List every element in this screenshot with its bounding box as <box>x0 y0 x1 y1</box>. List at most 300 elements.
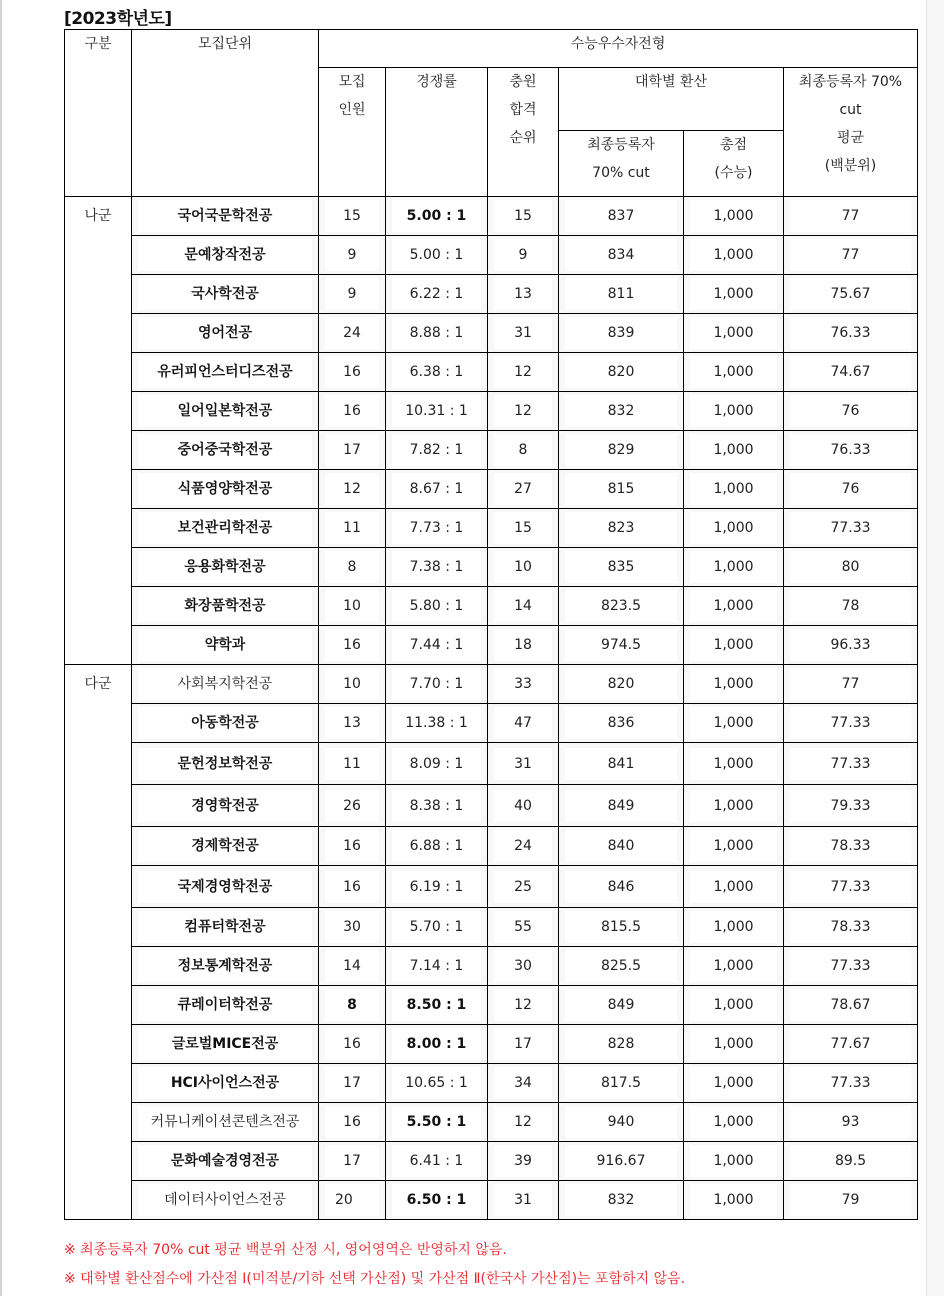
unit-name-cell <box>132 665 319 704</box>
additional-rank-cell-text: 27 <box>494 473 552 505</box>
unit-name-cell <box>132 587 319 626</box>
avg-percentile-cell <box>784 314 918 353</box>
total-score-cell <box>684 392 784 431</box>
additional-rank-cell <box>488 1025 559 1064</box>
avg-percentile-cell <box>784 509 918 548</box>
recruit-count-cell-text: 8 <box>325 989 379 1021</box>
unit-name-cell-text: 보건관리학전공 <box>138 512 312 544</box>
additional-rank-cell <box>488 587 559 626</box>
competition-ratio-cell-text: 6.22 : 1 <box>392 278 481 310</box>
table-row <box>65 1103 918 1142</box>
cut70-score-cell <box>559 1025 684 1064</box>
unit-name-cell-text: 경영학전공 <box>138 790 312 822</box>
cut70-score-cell-text: 820 <box>565 668 677 700</box>
additional-rank-cell-text: 31 <box>494 317 552 349</box>
header-track: 수능우수자전형 <box>319 30 918 68</box>
competition-ratio-cell <box>386 908 488 947</box>
avg-percentile-cell-text: 77.67 <box>790 1028 911 1060</box>
window-left-edge <box>0 0 2 1296</box>
competition-ratio-cell-text: 7.70 : 1 <box>392 668 481 700</box>
recruit-count-cell-text: 10 <box>325 590 379 622</box>
avg-percentile-cell-text: 96.33 <box>790 629 911 661</box>
unit-name-cell <box>132 431 319 470</box>
competition-ratio-cell-text: 8.09 : 1 <box>392 748 481 780</box>
competition-ratio-cell-text: 6.19 : 1 <box>392 871 481 903</box>
recruit-count-cell-text: 16 <box>325 1028 379 1060</box>
total-score-cell-text: 1,000 <box>690 239 777 271</box>
recruit-count-cell-text: 16 <box>325 1106 379 1138</box>
recruit-count-cell-text: 24 <box>325 317 379 349</box>
header-extra: 충원 합격 순위 <box>488 68 559 197</box>
recruit-count-cell <box>319 1181 386 1220</box>
recruit-count-cell <box>319 509 386 548</box>
unit-name-cell-text: 국사학전공 <box>138 278 312 310</box>
recruit-count-cell <box>319 587 386 626</box>
cut70-score-cell <box>559 392 684 431</box>
cut70-score-cell <box>559 1064 684 1103</box>
total-score-cell <box>684 1142 784 1181</box>
cut70-score-cell <box>559 431 684 470</box>
unit-name-cell <box>132 866 319 908</box>
unit-name-cell <box>132 1103 319 1142</box>
recruit-count-cell-text: 17 <box>325 1067 379 1099</box>
table-row <box>65 908 918 947</box>
additional-rank-cell-text: 15 <box>494 512 552 544</box>
unit-name-cell <box>132 353 319 392</box>
group-label: 다군 <box>65 665 132 1220</box>
avg-percentile-cell-text: 77.33 <box>790 871 911 903</box>
competition-ratio-cell-text: 8.00 : 1 <box>392 1028 481 1060</box>
cut70-score-cell-text: 839 <box>565 317 677 349</box>
unit-name-cell-text: 중어중국학전공 <box>138 434 312 466</box>
additional-rank-cell <box>488 1103 559 1142</box>
unit-name-cell <box>132 1142 319 1181</box>
admission-results-table <box>64 29 918 1220</box>
unit-name-cell-text: 국제경영학전공 <box>138 871 312 903</box>
additional-rank-cell-text: 12 <box>494 989 552 1021</box>
avg-percentile-cell <box>784 866 918 908</box>
competition-ratio-cell-text: 10.31 : 1 <box>392 395 481 427</box>
recruit-count-cell-text: 20 <box>325 1184 379 1216</box>
recruit-count-cell-text: 16 <box>325 830 379 862</box>
total-score-cell-text: 1,000 <box>690 395 777 427</box>
competition-ratio-cell-text: 5.80 : 1 <box>392 590 481 622</box>
avg-percentile-cell-text: 78.33 <box>790 911 911 943</box>
additional-rank-cell <box>488 785 559 827</box>
recruit-count-cell <box>319 986 386 1025</box>
unit-name-cell-text: 큐레이터학전공 <box>138 989 312 1021</box>
competition-ratio-cell-text: 10.65 : 1 <box>392 1067 481 1099</box>
total-score-cell-text: 1,000 <box>690 317 777 349</box>
cut70-score-cell <box>559 1103 684 1142</box>
table-row <box>65 743 918 785</box>
total-score-cell <box>684 353 784 392</box>
avg-percentile-cell <box>784 587 918 626</box>
competition-ratio-cell-text: 8.67 : 1 <box>392 473 481 505</box>
unit-name-cell-text: 문헌정보학전공 <box>138 748 312 780</box>
cut70-score-cell-text: 811 <box>565 278 677 310</box>
cut70-score-cell-text: 846 <box>565 871 677 903</box>
competition-ratio-cell-text: 6.50 : 1 <box>392 1184 481 1216</box>
recruit-count-cell <box>319 827 386 866</box>
footnote-english: ※ 최종등록자 70% cut 평균 백분위 산정 시, 영어영역은 반영하지 않음. <box>64 1242 507 1258</box>
recruit-count-cell-text: 16 <box>325 356 379 388</box>
table-row <box>65 947 918 986</box>
cut70-score-cell <box>559 509 684 548</box>
table-row <box>65 587 918 626</box>
additional-rank-cell-text: 10 <box>494 551 552 583</box>
additional-rank-cell <box>488 392 559 431</box>
additional-rank-cell-text: 34 <box>494 1067 552 1099</box>
competition-ratio-cell <box>386 1064 488 1103</box>
table-row <box>65 1064 918 1103</box>
unit-name-cell <box>132 548 319 587</box>
total-score-cell-text: 1,000 <box>690 473 777 505</box>
avg-percentile-cell <box>784 947 918 986</box>
unit-name-cell-text: 문화예술경영전공 <box>138 1145 312 1177</box>
cut70-score-cell-text: 823 <box>565 512 677 544</box>
total-score-cell-text: 1,000 <box>690 434 777 466</box>
cut70-score-cell <box>559 587 684 626</box>
total-score-cell-text: 1,000 <box>690 512 777 544</box>
cut70-score-cell <box>559 827 684 866</box>
unit-name-cell-text: 데이터사이언스전공 <box>138 1184 312 1216</box>
avg-percentile-cell-text: 80 <box>790 551 911 583</box>
recruit-count-cell <box>319 1103 386 1142</box>
additional-rank-cell <box>488 704 559 743</box>
cut70-score-cell <box>559 986 684 1025</box>
competition-ratio-cell <box>386 665 488 704</box>
additional-rank-cell-text: 18 <box>494 629 552 661</box>
competition-ratio-cell <box>386 743 488 785</box>
competition-ratio-cell-text: 5.00 : 1 <box>392 200 481 232</box>
avg-percentile-cell-text: 77 <box>790 239 911 271</box>
unit-name-cell-text: 응용화학전공 <box>138 551 312 583</box>
unit-name-cell <box>132 743 319 785</box>
cut70-score-cell <box>559 743 684 785</box>
unit-name-cell <box>132 1025 319 1064</box>
total-score-cell <box>684 314 784 353</box>
table-row <box>65 392 918 431</box>
cut70-score-cell <box>559 1181 684 1220</box>
header-unit: 모집단위 <box>132 30 319 197</box>
recruit-count-cell-text: 11 <box>325 748 379 780</box>
total-score-cell-text: 1,000 <box>690 1067 777 1099</box>
additional-rank-cell-text: 24 <box>494 830 552 862</box>
avg-percentile-cell-text: 74.67 <box>790 356 911 388</box>
cut70-score-cell-text: 823.5 <box>565 590 677 622</box>
recruit-count-cell <box>319 665 386 704</box>
recruit-count-cell <box>319 908 386 947</box>
total-score-cell-text: 1,000 <box>690 590 777 622</box>
competition-ratio-cell <box>386 275 488 314</box>
competition-ratio-cell <box>386 947 488 986</box>
total-score-cell-text: 1,000 <box>690 871 777 903</box>
header-converted: 대학별 환산 <box>559 68 784 131</box>
avg-percentile-cell <box>784 743 918 785</box>
group-label: 나군 <box>65 197 132 665</box>
avg-percentile-cell <box>784 275 918 314</box>
unit-name-cell <box>132 626 319 665</box>
table-row <box>65 986 918 1025</box>
avg-percentile-cell-text: 75.67 <box>790 278 911 310</box>
unit-name-cell-text: 정보통계학전공 <box>138 950 312 982</box>
total-score-cell <box>684 1181 784 1220</box>
recruit-count-cell-text: 11 <box>325 512 379 544</box>
avg-percentile-cell <box>784 1142 918 1181</box>
cut70-score-cell <box>559 626 684 665</box>
cut70-score-cell <box>559 1142 684 1181</box>
cut70-score-cell-text: 940 <box>565 1106 677 1138</box>
competition-ratio-cell-text: 5.00 : 1 <box>392 239 481 271</box>
total-score-cell-text: 1,000 <box>690 748 777 780</box>
additional-rank-cell-text: 39 <box>494 1145 552 1177</box>
recruit-count-cell <box>319 1025 386 1064</box>
total-score-cell <box>684 548 784 587</box>
footnote-bonus: ※ 대학별 환산점수에 가산점 Ⅰ(미적분/기하 선택 가산점) 및 가산점 Ⅱ(한국사 가산점)는 포함하지 않음. <box>64 1271 686 1287</box>
unit-name-cell-text: 국어국문학전공 <box>138 200 312 232</box>
avg-percentile-cell-text: 78.67 <box>790 989 911 1021</box>
avg-percentile-cell <box>784 704 918 743</box>
additional-rank-cell-text: 12 <box>494 1106 552 1138</box>
cut70-score-cell-text: 835 <box>565 551 677 583</box>
table-row <box>65 626 918 665</box>
avg-percentile-cell-text: 77.33 <box>790 748 911 780</box>
avg-percentile-cell-text: 78.33 <box>790 830 911 862</box>
cut70-score-cell <box>559 353 684 392</box>
unit-name-cell <box>132 827 319 866</box>
recruit-count-cell-text: 8 <box>325 551 379 583</box>
avg-percentile-cell-text: 76 <box>790 473 911 505</box>
additional-rank-cell-text: 31 <box>494 1184 552 1216</box>
recruit-count-cell <box>319 314 386 353</box>
unit-name-cell <box>132 314 319 353</box>
avg-percentile-cell <box>784 1025 918 1064</box>
recruit-count-cell <box>319 947 386 986</box>
avg-percentile-cell <box>784 431 918 470</box>
additional-rank-cell-text: 8 <box>494 434 552 466</box>
total-score-cell-text: 1,000 <box>690 989 777 1021</box>
recruit-count-cell-text: 16 <box>325 629 379 661</box>
competition-ratio-cell <box>386 704 488 743</box>
cut70-score-cell-text: 837 <box>565 200 677 232</box>
total-score-cell <box>684 1025 784 1064</box>
cut70-score-cell-text: 834 <box>565 239 677 271</box>
recruit-count-cell-text: 9 <box>325 239 379 271</box>
total-score-cell <box>684 509 784 548</box>
competition-ratio-cell <box>386 1181 488 1220</box>
unit-name-cell <box>132 704 319 743</box>
total-score-cell-text: 1,000 <box>690 356 777 388</box>
additional-rank-cell-text: 31 <box>494 748 552 780</box>
additional-rank-cell <box>488 314 559 353</box>
total-score-cell <box>684 827 784 866</box>
competition-ratio-cell <box>386 431 488 470</box>
additional-rank-cell-text: 40 <box>494 790 552 822</box>
total-score-cell <box>684 587 784 626</box>
recruit-count-cell <box>319 743 386 785</box>
competition-ratio-cell-text: 8.88 : 1 <box>392 317 481 349</box>
total-score-cell <box>684 908 784 947</box>
competition-ratio-cell-text: 6.41 : 1 <box>392 1145 481 1177</box>
cut70-score-cell <box>559 947 684 986</box>
additional-rank-cell-text: 14 <box>494 590 552 622</box>
table-row <box>65 704 918 743</box>
recruit-count-cell-text: 17 <box>325 434 379 466</box>
competition-ratio-cell <box>386 827 488 866</box>
avg-percentile-cell <box>784 626 918 665</box>
recruit-count-cell-text: 30 <box>325 911 379 943</box>
avg-percentile-cell-text: 77.33 <box>790 1067 911 1099</box>
recruit-count-cell <box>319 1142 386 1181</box>
total-score-cell-text: 1,000 <box>690 950 777 982</box>
table-row <box>65 827 918 866</box>
total-score-cell-text: 1,000 <box>690 200 777 232</box>
unit-name-cell <box>132 1181 319 1220</box>
additional-rank-cell <box>488 1142 559 1181</box>
cut70-score-cell <box>559 470 684 509</box>
header-ratio: 경쟁률 <box>386 68 488 197</box>
additional-rank-cell <box>488 431 559 470</box>
total-score-cell <box>684 743 784 785</box>
additional-rank-cell <box>488 509 559 548</box>
cut70-score-cell <box>559 704 684 743</box>
table-row <box>65 1181 918 1220</box>
unit-name-cell <box>132 908 319 947</box>
avg-percentile-cell <box>784 908 918 947</box>
cut70-score-cell <box>559 908 684 947</box>
cut70-score-cell-text: 825.5 <box>565 950 677 982</box>
total-score-cell <box>684 470 784 509</box>
recruit-count-cell-text: 17 <box>325 1145 379 1177</box>
competition-ratio-cell <box>386 866 488 908</box>
cut70-score-cell-text: 832 <box>565 1184 677 1216</box>
additional-rank-cell <box>488 908 559 947</box>
additional-rank-cell <box>488 866 559 908</box>
recruit-count-cell <box>319 785 386 827</box>
total-score-cell-text: 1,000 <box>690 668 777 700</box>
cut70-score-cell-text: 828 <box>565 1028 677 1060</box>
recruit-count-cell <box>319 431 386 470</box>
table-row <box>65 314 918 353</box>
avg-percentile-cell-text: 79.33 <box>790 790 911 822</box>
avg-percentile-cell-text: 76 <box>790 395 911 427</box>
total-score-cell <box>684 1103 784 1142</box>
total-score-cell <box>684 785 784 827</box>
additional-rank-cell <box>488 947 559 986</box>
cut70-score-cell-text: 829 <box>565 434 677 466</box>
total-score-cell-text: 1,000 <box>690 551 777 583</box>
competition-ratio-cell-text: 8.38 : 1 <box>392 790 481 822</box>
recruit-count-cell-text: 16 <box>325 871 379 903</box>
competition-ratio-cell-text: 7.82 : 1 <box>392 434 481 466</box>
avg-percentile-cell <box>784 986 918 1025</box>
recruit-count-cell <box>319 470 386 509</box>
table-row <box>65 470 918 509</box>
unit-name-cell-text: 아동학전공 <box>138 707 312 739</box>
cut70-score-cell-text: 841 <box>565 748 677 780</box>
recruit-count-cell <box>319 353 386 392</box>
scrollbar-track[interactable] <box>926 0 944 1296</box>
competition-ratio-cell <box>386 785 488 827</box>
competition-ratio-cell <box>386 1025 488 1064</box>
recruit-count-cell <box>319 626 386 665</box>
additional-rank-cell-text: 33 <box>494 668 552 700</box>
additional-rank-cell-text: 9 <box>494 239 552 271</box>
recruit-count-cell-text: 14 <box>325 950 379 982</box>
competition-ratio-cell-text: 11.38 : 1 <box>392 707 481 739</box>
cut70-score-cell <box>559 197 684 236</box>
table-row <box>65 197 918 236</box>
table-row <box>65 866 918 908</box>
cut70-score-cell <box>559 548 684 587</box>
avg-percentile-cell-text: 93 <box>790 1106 911 1138</box>
total-score-cell <box>684 1064 784 1103</box>
avg-percentile-cell <box>784 665 918 704</box>
additional-rank-cell <box>488 827 559 866</box>
cut70-score-cell-text: 916.67 <box>565 1145 677 1177</box>
table-row <box>65 509 918 548</box>
additional-rank-cell <box>488 275 559 314</box>
avg-percentile-cell-text: 78 <box>790 590 911 622</box>
total-score-cell <box>684 986 784 1025</box>
unit-name-cell <box>132 785 319 827</box>
unit-name-cell <box>132 509 319 548</box>
avg-percentile-cell <box>784 1181 918 1220</box>
avg-percentile-cell-text: 77.33 <box>790 707 911 739</box>
unit-name-cell-text: 식품영양학전공 <box>138 473 312 505</box>
unit-name-cell-text: 문예창작전공 <box>138 239 312 271</box>
cut70-score-cell <box>559 665 684 704</box>
unit-name-cell <box>132 275 319 314</box>
table-row <box>65 236 918 275</box>
avg-percentile-cell <box>784 353 918 392</box>
cut70-score-cell-text: 974.5 <box>565 629 677 661</box>
table-row <box>65 1025 918 1064</box>
recruit-count-cell-text: 26 <box>325 790 379 822</box>
unit-name-cell-text: 커뮤니케이션콘텐츠전공 <box>138 1106 312 1138</box>
unit-name-cell-text: 글로벌MICE전공 <box>138 1028 312 1060</box>
cut70-score-cell <box>559 314 684 353</box>
total-score-cell-text: 1,000 <box>690 707 777 739</box>
unit-name-cell <box>132 392 319 431</box>
cut70-score-cell-text: 836 <box>565 707 677 739</box>
header-avg: 최종등록자 70% cut 평균 (백분위) <box>784 68 918 197</box>
unit-name-cell-text: 일어일본학전공 <box>138 395 312 427</box>
total-score-cell-text: 1,000 <box>690 629 777 661</box>
avg-percentile-cell <box>784 236 918 275</box>
cut70-score-cell <box>559 785 684 827</box>
total-score-cell <box>684 197 784 236</box>
additional-rank-cell-text: 15 <box>494 200 552 232</box>
total-score-cell <box>684 431 784 470</box>
cut70-score-cell <box>559 236 684 275</box>
table-row <box>65 1142 918 1181</box>
additional-rank-cell-text: 47 <box>494 707 552 739</box>
additional-rank-cell-text: 13 <box>494 278 552 310</box>
competition-ratio-cell-text: 7.14 : 1 <box>392 950 481 982</box>
avg-percentile-cell-text: 79 <box>790 1184 911 1216</box>
competition-ratio-cell <box>386 470 488 509</box>
competition-ratio-cell-text: 7.38 : 1 <box>392 551 481 583</box>
additional-rank-cell <box>488 470 559 509</box>
unit-name-cell-text: 컴퓨터학전공 <box>138 911 312 943</box>
footnotes <box>64 1236 685 1294</box>
total-score-cell <box>684 626 784 665</box>
recruit-count-cell-text: 9 <box>325 278 379 310</box>
additional-rank-cell <box>488 626 559 665</box>
additional-rank-cell <box>488 548 559 587</box>
